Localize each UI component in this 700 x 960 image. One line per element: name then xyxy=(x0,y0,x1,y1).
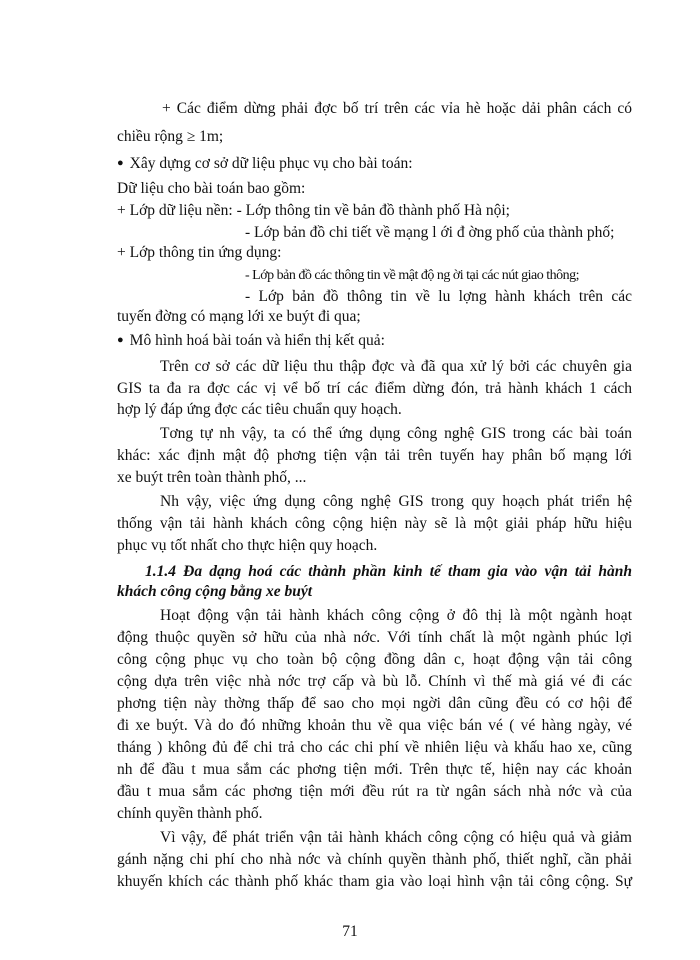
text-line: GIS ta đa ra đợc các vị vể bố trí các điểm dừng đón, trả hành khách 1 cách xyxy=(117,380,632,397)
text-line: - Lớp bản đồ thông tin về lu lợng hành khách trên các xyxy=(245,288,632,305)
text-line: hợp lý đáp ứng đợc các tiêu chuẩn quy hoạch. xyxy=(117,401,402,418)
section-heading: 1.1.4 Đa dạng hoá các thành phần kinh tế tham gia vào vận tải hành xyxy=(145,563,632,580)
text-line: công cộng phục vụ cho toàn bộ cộng đồng dân c, hoạt động vận tải công xyxy=(117,651,632,668)
bullet-text: Mô hình hoá bài toán và hiển thị kết quả: xyxy=(129,332,385,349)
text-line: Trên cơ sở các dữ liệu thu thập đợc và đã qua xử lý bởi các chuyên gia xyxy=(160,358,632,375)
bullet-text: Xây dựng cơ sở dữ liệu phục vụ cho bài toán: xyxy=(129,155,413,172)
text-line: Dữ liệu cho bài toán bao gồm: xyxy=(117,180,306,197)
text-line: phơng tiện này thờng thấp để sao cho mọi ngời dân cũng đều có cơ hội để xyxy=(117,695,632,712)
text-line: - Lớp bản đồ các thông tin về mật độ ng ời tại các nút giao thông; xyxy=(245,268,580,283)
text-line: Vì vậy, để phát triển vận tải hành khách công cộng có hiệu quả và giảm xyxy=(160,829,632,846)
text-line: cộng dựa trên việc nhà nớc trợ cấp và bù lỗ. Chính vì thế mà giá vé đi các xyxy=(117,673,632,690)
text-line: đi xe buýt. Và do đó những khoản thu về qua việc bán vé ( vé hàng ngày, vé xyxy=(117,717,632,734)
bullet-item xyxy=(117,153,413,174)
text-line: thống vận tải hành khách công cộng hiện này sẽ là một giải pháp hữu hiệu xyxy=(117,515,632,532)
text-line: động thuộc quyền sở hữu của nhà nớc. Với tính chất là một ngành phúc lợi xyxy=(117,629,632,646)
text-line: Hoạt động vận tải hành khách công cộng ở đô thị là một ngành hoạt xyxy=(160,607,632,624)
text-line: + Lớp dữ liệu nền: - Lớp thông tin về bản đồ thành phố Hà nội; xyxy=(117,202,510,219)
bullet-icon: ● xyxy=(117,334,124,346)
text-line: - Lớp bản đồ chi tiết về mạng l ới đ ờng phố của thành phố; xyxy=(245,224,615,241)
text-line: khác: xác định mật độ phơng tiện vận tải trên tuyến hay phân bố mạng lới xyxy=(117,447,632,464)
page-number: 71 xyxy=(342,923,358,940)
text-line: chiều rộng ≥ 1m; xyxy=(117,128,224,145)
text-line: phục vụ tốt nhất cho thực hiện quy hoạch. xyxy=(117,537,378,554)
text-line: tháng ) không đủ để chi trả cho các chi phí về nhiên liệu và khấu hao xe, cũng xyxy=(117,739,632,756)
text-line: đầu t mua sắm các phơng tiện mới đều rút ra từ ngân sách nhà nớc và của xyxy=(117,783,632,800)
text-line: Tơng tự nh vậy, ta có thể ứng dụng công nghệ GIS trong các bài toán xyxy=(160,425,632,442)
text-line: + Lớp thông tin ứng dụng: xyxy=(117,244,282,261)
text-line: tuyến đờng có mạng lới xe buýt đi qua; xyxy=(117,308,361,325)
text-line: khuyến khích các thành phố khác tham gia vào loại hình vận tải công cộng. Sự xyxy=(117,873,632,890)
text-line: Nh vậy, việc ứng dụng công nghệ GIS trong quy hoạch phát triển hệ xyxy=(160,493,632,510)
text-line: nh để đầu t mua sắm các phơng tiện mới. Trên thực tế, hiện nay các khoản xyxy=(117,761,632,778)
text-line: xe buýt trên toàn thành phố, ... xyxy=(117,469,307,486)
text-line: gánh nặng chi phí cho nhà nớc và chính quyền thành phố, thiết nghĩ, cần phải xyxy=(117,851,632,868)
bullet-item xyxy=(117,330,385,351)
section-heading: khách công cộng bằng xe buýt xyxy=(117,583,313,600)
bullet-icon: ● xyxy=(117,157,124,169)
text-line: chính quyền thành phố. xyxy=(117,805,263,822)
text-line: + Các điểm dừng phải đợc bố trí trên các vỉa hè hoặc dải phân cách có xyxy=(162,100,632,117)
